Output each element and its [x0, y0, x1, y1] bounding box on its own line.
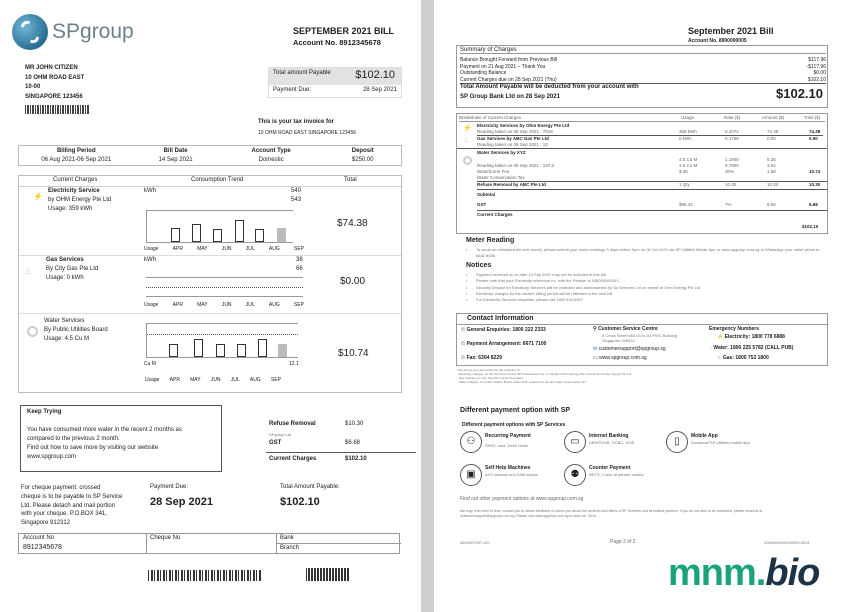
text: Fax: 6304 8229: [466, 355, 502, 361]
flame-icon: ♨: [463, 137, 470, 144]
text: NETS / Cash at partner outlets: [589, 472, 644, 477]
water-amount-2: 3.51: [767, 163, 776, 168]
elec-rate: 0.2072: [725, 129, 739, 134]
emergency-water: ○ Water: 1800 225 5782 (CALL PUB): [709, 345, 794, 351]
text: Balance Brought Forward from Previous Bill: [460, 57, 557, 63]
water-rate: 1.1900: [725, 157, 739, 162]
page-number: Page 2 of 2: [610, 539, 636, 545]
bill-page-2: [434, 0, 850, 612]
gst-total: 6.68: [809, 202, 818, 207]
slip-account-value: 8912345678: [23, 544, 62, 551]
text: MAY: [197, 302, 208, 308]
payment-arrangement: ✆ Payment Arrangement: 6671 7100: [461, 341, 547, 347]
subtotal-label: Subtotal: [477, 192, 495, 197]
mobile-icon: ▯: [666, 431, 688, 453]
text: Payment Arrangement: 6671 7100: [466, 341, 547, 347]
gas-reading: Reading taken on 06 Sep 2021 : 13: [477, 142, 548, 147]
text: Usage: [145, 377, 160, 383]
bar-jul: [235, 220, 244, 242]
text: For cheque payment: crossed: [21, 485, 101, 491]
text: General Enquiries: 1800 222 2333: [466, 327, 546, 333]
text: APR: [172, 302, 183, 308]
gas-usage: Usage: 0 kWh: [46, 275, 84, 281]
text: $117.96: [808, 57, 826, 63]
refuse-total: 10.30: [809, 182, 821, 187]
text: Deposit: [351, 148, 374, 154]
meter-reading-list: [476, 247, 821, 259]
text: Self Help Machines: [485, 465, 531, 471]
text: customersupport@spgroup.sg: [598, 346, 666, 352]
trend-value: 66: [296, 266, 303, 272]
text: SINGAPORE 123456: [25, 93, 83, 100]
gas-name: Gas Services by ABC Gas Pte Ltd: [477, 136, 549, 141]
gas-usage: 0 kWh: [679, 136, 692, 141]
text: $102.10: [807, 76, 826, 83]
bar-jun: [213, 229, 222, 242]
text: 14 Sep 2021: [158, 157, 193, 163]
bar-may: [192, 224, 201, 242]
refuse-usage: 1 Qty: [679, 182, 690, 187]
text: Ltd. Please detach and mail portion: [21, 502, 116, 509]
text: $0.00: [813, 70, 826, 76]
bill-title: September 2021 Bill: [688, 26, 774, 36]
text: Breakdown of Current Charges: [459, 115, 522, 120]
elec-reading: Reading taken on 06 Sep 2021 : 7619: [477, 129, 553, 134]
summary-row: [460, 77, 826, 85]
gst-rate: 7%: [725, 202, 732, 207]
text: Domestic: [258, 157, 284, 163]
water-total: $10.74: [338, 348, 369, 359]
postal-barcode: [25, 105, 90, 114]
slip-bank-field[interactable]: Bank: [280, 535, 294, 541]
text: - Electricity charges, for SP Services Ltd and SP Powerassets Ltd, on behalf of Ohm Energy Pte Ltd and Sun Power Supply Pte Ltd: [457, 372, 632, 376]
refuse-provider: SPgroup Ltd: [269, 432, 292, 437]
text: • For Electricity Services enquiries, please call 1800 833 6467: [476, 297, 821, 303]
text: Find out how to save more by visiting our website: [27, 445, 159, 451]
text: JUL: [245, 246, 255, 252]
text: cheque is to be payable to SP Service: [21, 493, 123, 500]
text: www.spgroup.com: [27, 454, 77, 460]
text: Usage: [144, 246, 159, 252]
water-name: Water Services: [44, 318, 85, 324]
recurring-icon: ⚇: [460, 431, 482, 453]
text: Bill Date: [163, 148, 188, 154]
text: JUL: [245, 302, 255, 308]
water-rate-2: 0.7800: [725, 163, 739, 168]
total-label: Total amount Payable: [273, 70, 331, 76]
slip-branch-field[interactable]: Branch: [280, 545, 300, 551]
unit-label: Cu M: [144, 361, 156, 367]
text: SEP: [270, 377, 281, 383]
month-axis: [145, 377, 281, 383]
current-charges-label: Current Charges: [477, 212, 513, 217]
fine-print: [457, 368, 631, 384]
electricity-total: $74.38: [337, 218, 368, 229]
text: • To avoid an estimated bill next month, please submit your meter readings 3 days before 5pm on 06 Oct 2021 via SP Utilities Mobile App or www.spgroup.com.sg or WhatsApp your meter photo to 8482 8336.: [476, 247, 821, 259]
tax-invoice-label: This is your tax invoice for: [258, 119, 335, 125]
total-payable-box: [268, 67, 402, 98]
text: Payment on 21 Aug 2021 – Thank You: [460, 63, 546, 70]
water-usage: 4.5 Cu M: [679, 157, 698, 162]
account-number: Account No. 8912345678: [293, 38, 381, 47]
text: Singapore 912312: [21, 520, 71, 527]
electricity-icon: ⚡: [33, 192, 43, 201]
refuse-name: Refuse Removal by ABC Pte Ltd: [477, 182, 546, 187]
monitor-icon: ▭: [564, 431, 586, 453]
payment-options-title: Different payment option with SP: [460, 407, 571, 414]
keep-trying-text: [27, 426, 182, 462]
keep-trying-title: Keep Trying: [27, 409, 62, 415]
month-axis: [144, 302, 304, 308]
sp-logo-icon: [12, 14, 48, 50]
summary-of-charges: [456, 45, 828, 108]
text: Usage: [681, 115, 695, 120]
text: -$117.96: [806, 63, 826, 70]
text: Mobile App: [691, 433, 718, 439]
refuse-rate: 10.30: [725, 182, 737, 187]
text: with your cheque. P.O.BOX 341,: [21, 511, 107, 518]
account-number: Account No. 8900000005: [688, 38, 747, 44]
gas-name: Gas Services: [46, 257, 84, 263]
water-usage-2: 4.5 Cu M: [679, 163, 698, 168]
text: Usage: [144, 302, 159, 308]
text: AUG: [249, 377, 261, 383]
text: Gas: 1800 752 1800: [722, 355, 769, 361]
text: MR JOHN CITIZEN: [25, 65, 78, 71]
gst-base: $95.42: [679, 202, 693, 207]
text: Internet Banking: [589, 433, 629, 439]
total-value: $102.10: [355, 69, 395, 81]
elec-name: Electricity Services by Ohm Energy Pte Ltd: [477, 123, 570, 128]
deduct-text-2: SP Group Bank Ltd on 28 Sep 2021: [460, 94, 560, 100]
text: Electricity: 1800 778 6888: [724, 334, 785, 340]
option-mobile-app[interactable]: [666, 431, 750, 453]
text: mnm.: [668, 552, 766, 594]
total-amount-value: $102.10: [280, 496, 320, 508]
option-counter-payment[interactable]: [564, 464, 644, 486]
slip-cheque-field[interactable]: Cheque No: [150, 535, 181, 541]
current-charges-total: $102.10: [802, 224, 819, 229]
water-name: Water Services by XYZ: [477, 150, 526, 155]
deduct-value: $102.10: [776, 86, 823, 101]
water-conservation-tax: Water Conservation Tax: [477, 175, 525, 180]
text: 10 OHM ROAD EAST: [25, 74, 85, 81]
text: MAY: [190, 377, 201, 383]
kiosk-icon: ▣: [460, 464, 482, 486]
gst-value: $6.68: [345, 440, 361, 446]
reference-code: 4800907097-UO: [460, 540, 490, 545]
current-charges-value: $102.10: [345, 456, 367, 462]
electricity-icon: ⚡: [463, 125, 472, 132]
summary-rows: [460, 57, 826, 84]
text: APR: [169, 377, 180, 383]
text: JUN: [221, 302, 232, 308]
find-more-link[interactable]: Find out other payment options at www.spgroup.com.sg: [460, 496, 584, 502]
gas-trend-chart: [146, 277, 303, 297]
elec-amount: 74.38: [767, 129, 779, 134]
text: - Gas charges, for City Gas Pte Ltd (for Towngas): [457, 376, 523, 380]
text: Total ($): [804, 115, 821, 120]
electricity-trend-chart: [146, 210, 293, 243]
elec-usage: 359 kWh: [679, 129, 697, 134]
gst-label: GST: [477, 202, 487, 207]
text: www.spgroup.com.sg: [599, 355, 647, 361]
notices-title: Notices: [466, 262, 492, 269]
counter-icon: ⚉: [564, 464, 586, 486]
refuse-value: $10.30: [345, 421, 364, 427]
option-self-help-machines[interactable]: [460, 464, 538, 486]
fax: ✆ Fax: 6304 8229: [461, 355, 502, 361]
csc-postal: Singapore 048424: [602, 338, 635, 343]
document-code: 0000000000000000-0001: [764, 540, 810, 545]
payment-due-value: 28 Sep 2021: [150, 496, 213, 508]
due-value: 28 Sep 2021: [362, 87, 397, 93]
trend-value: 38: [296, 257, 303, 263]
text: SEP: [293, 302, 304, 308]
logo-text: SPgroup: [52, 20, 134, 43]
text: Download SP Utilities mobile app: [691, 440, 750, 445]
fee-amount: 1.88: [767, 169, 776, 174]
text: Counter Payment: [589, 465, 631, 471]
text: This serves as a tax invoice for the collection of:: [457, 368, 521, 372]
fee-rate: 30%: [725, 169, 735, 174]
header-current-charges: Current Charges: [53, 177, 98, 183]
gas-amount: 0.00: [767, 136, 776, 141]
gas-total: 0.00: [809, 136, 818, 141]
flame-icon: ♨: [25, 267, 33, 276]
refuse-amount: 10.30: [767, 182, 779, 187]
water-usage: Usage: 4.5 Cu M: [44, 336, 90, 342]
text: Outstanding Balance: [460, 70, 507, 76]
water-amount: 5.35: [767, 157, 776, 162]
bill-page-1: [0, 0, 421, 612]
tax-invoice-address: 10 OHM ROAD EAST SINGAPORE 123456: [258, 130, 357, 136]
text: Rate ($): [724, 115, 741, 120]
month-axis: [144, 246, 304, 252]
text: Billing Period: [56, 148, 96, 154]
bar-sep: [277, 228, 286, 242]
emergency-title: Emergency Numbers: [709, 326, 760, 332]
unit-label: kWh: [144, 257, 156, 263]
general-enquiries: ✆ General Enquiries: 1800 222 2333: [461, 327, 546, 333]
fee-base: $.35: [679, 169, 688, 174]
keep-trying-box: [20, 405, 222, 472]
elec-total: 74.38: [809, 129, 821, 134]
text: AUG: [268, 302, 280, 308]
billing-info-table: [18, 145, 402, 166]
waterborne-fee: Waterborne Fee: [477, 169, 510, 174]
text: SEP: [293, 246, 304, 252]
text: • Please note that your Electricity reference no. with the Retailer is 930000000001.: [476, 278, 821, 284]
payment-slip-table: [18, 533, 400, 554]
total-amount-label: Total Amount Payable:: [280, 484, 340, 490]
trend-value: 12.1: [289, 361, 299, 367]
breakdown-table: [456, 113, 828, 234]
text: JUN: [221, 246, 232, 252]
text: 06 Aug 2021-06 Sep 2021: [41, 157, 112, 163]
unit-label: kWh: [144, 188, 156, 194]
text: You have consumed more water in the recent 2 months as: [27, 427, 182, 433]
text: $250.00: [351, 157, 374, 163]
disclaimer: We may, from time to time, contact you to obtain feedback or inform you about the services and offers of SP Services and its related partners. If you do not wish to be contacted, please email us at customersupport@spgroup.com.sg. Please visit www.spgroup.com.sg to read our T&Cs.: [460, 509, 763, 518]
option-recurring-payment[interactable]: [460, 431, 531, 453]
header-total: Total: [344, 177, 357, 183]
csc-email[interactable]: ✉ customersupport@spgroup.sg: [593, 346, 666, 352]
water-provider: By Public Utilities Board: [44, 327, 108, 333]
text: Customer Service Centre: [598, 326, 658, 332]
gas-provider: By City Gas Pte Ltd: [46, 266, 99, 272]
text: JUN: [210, 377, 221, 383]
customer-service-centre: ⚲ Customer Service Centre: [593, 326, 658, 332]
payment-due-label: Payment Due:: [150, 484, 189, 490]
water-trend-chart: [146, 323, 298, 358]
csc-website[interactable]: ▭ www.spgroup.com.sg: [593, 355, 647, 361]
text: Recurring Payment: [485, 433, 531, 439]
trend-value: 543: [291, 197, 302, 203]
text: • Payment received on or after 13 Sep 2021 may not be included in this bill.: [476, 272, 821, 278]
emergency-electricity: ⚡ Electricity: 1800 778 6888: [717, 334, 785, 340]
gst-amount: 6.68: [767, 202, 776, 207]
bar-apr: [169, 344, 178, 357]
text: • Electricity charges for the current billing period will be reflected in the next bill: [476, 291, 821, 297]
summary-title: Summary of Charges: [460, 47, 826, 54]
gas-rate: 0.1768: [725, 136, 739, 141]
text: 10-00: [25, 84, 41, 90]
text: Amount ($): [762, 115, 785, 120]
text: AXS stations and SAM kiosks: [485, 472, 538, 477]
deduct-text: Total Amount Payable will be deducted from your account with: [460, 84, 639, 90]
due-label: Payment Due:: [273, 87, 312, 93]
text: APR: [172, 246, 183, 252]
electricity-usage: Usage: 359 kWh: [48, 206, 93, 212]
header-consumption-trend: Consumption Trend: [191, 177, 244, 183]
refuse-label: Refuse Removal: [269, 421, 316, 427]
payment-options-subtitle: Different payment options with SP Services: [462, 422, 566, 428]
text: bio: [765, 552, 820, 594]
text: Water: 1800 225 5782 (CALL PUB): [713, 345, 794, 351]
bar-apr: [171, 228, 180, 242]
text: MAY: [197, 246, 208, 252]
bar-aug: [258, 339, 267, 357]
slip-account-label: Account No: [23, 535, 55, 541]
text: compared to the previous 2 month.: [27, 436, 120, 442]
current-charges-table: [18, 175, 402, 393]
csc-address: 8 Cross Street #02-01 to 03 PWC Building: [602, 333, 677, 338]
watermark: [668, 553, 819, 593]
contact-title: Contact Information: [467, 315, 534, 322]
customer-address: [25, 64, 84, 102]
electricity-provider: by OHM Energy Pte Ltd: [48, 197, 112, 203]
text: AUG: [268, 246, 280, 252]
bar-may: [194, 339, 203, 357]
payment-barcode: [148, 570, 262, 581]
text: - Water charges, for Public Utilities Board: water tariff, waterborne fee and water conservation tax: [457, 380, 586, 384]
electricity-name: Electricity Service: [48, 188, 100, 194]
breakdown-header: [459, 115, 825, 122]
water-icon: [463, 156, 472, 165]
emergency-gas: ♨ Gas: 1800 752 1800: [717, 355, 769, 361]
text: Account Type: [251, 148, 291, 154]
cheque-instructions: [21, 484, 122, 528]
text: DBS/POSB, OCBC, UOB: [589, 440, 635, 445]
bar-sep: [278, 344, 287, 357]
bar-aug: [255, 229, 264, 242]
water-reading: Reading taken on 06 Sep 2021 : 137.6: [477, 163, 555, 168]
payment-barcode-2: [306, 568, 350, 581]
trend-value: 540: [291, 188, 302, 194]
text: • Security Deposit for Electricity Services will be collected and administered by Sp Services Ltd on behalf of Ohm Energy Pte Ltd: [476, 285, 821, 291]
bar-jun: [216, 344, 225, 357]
gst-label: GST: [269, 440, 282, 446]
bill-title: SEPTEMBER 2021 BILL: [293, 26, 395, 36]
gas-total: $0.00: [340, 276, 366, 287]
bar-jul: [237, 344, 246, 357]
water-icon: [27, 326, 38, 337]
current-charges-label: Current Charges: [269, 456, 317, 462]
text: GIRO, card, Debit Order: [485, 443, 529, 448]
text: JUL: [230, 377, 240, 383]
text: Current Charges due on 28 Sep 2021 (Thu): [460, 76, 557, 83]
notices-list: [476, 272, 821, 303]
meter-reading-title: Meter Reading: [466, 237, 515, 244]
option-internet-banking[interactable]: [564, 431, 635, 453]
contact-information: [456, 313, 828, 366]
water-total: 10.74: [809, 169, 821, 174]
